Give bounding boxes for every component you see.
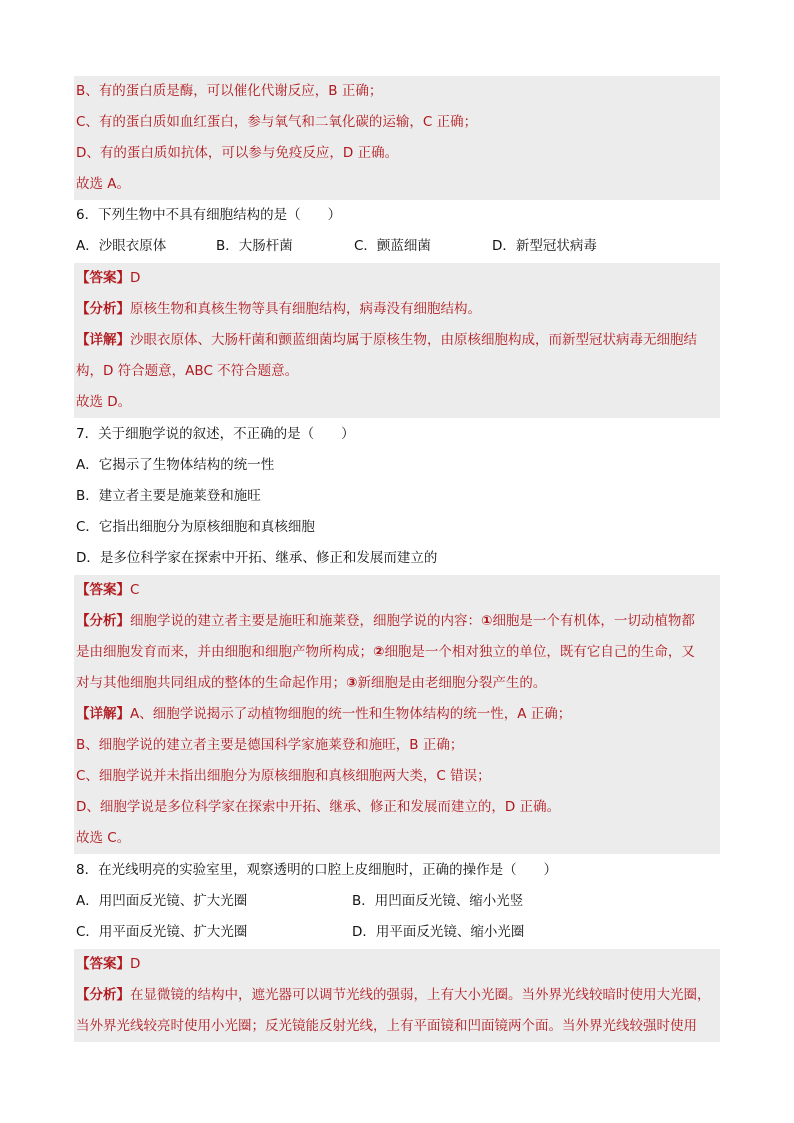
answer-value: C [130,582,140,598]
q6-options [74,231,720,262]
q7-option-b: B．建立者主要是施莱登和施旺 [76,488,261,504]
q6-analysis [74,294,720,325]
prev-explanation-d: D、有的蛋白质如抗体，可以参与免疫反应，D 正确。 [74,138,720,169]
q6-answer [74,263,720,294]
q7-detail-b: B、细胞学说的建立者主要是德国科学家施莱登和施旺，B 正确； [74,730,720,761]
q6-detail-line-2: 构，D 符合题意，ABC 不符合题意。 [74,356,720,387]
answer-tag: 【答案】 [76,956,130,972]
prev-explanation-c: C、有的蛋白质如血红蛋白，参与氧气和二氧化碳的运输，C 正确； [74,107,720,138]
prev-explanation-b: B、有的蛋白质是酶，可以催化代谢反应，B 正确； [74,76,720,107]
detail-tag: 【详解】 [76,706,130,722]
q7-detail-c: C、细胞学说并未指出细胞分为原核细胞和真核细胞两大类，C 错误； [74,761,720,792]
detail-text: A、细胞学说揭示了动植物细胞的统一性和生物体结构的统一性，A 正确； [130,706,572,722]
answer-value: D [130,956,141,972]
q8-stem: 8．在光线明亮的实验室里，观察透明的口腔上皮细胞时，正确的操作是（ ） [76,862,558,878]
q8-option-b: B．用凹面反光镜、缩小光竖 [352,893,524,909]
q7-detail-a [74,699,720,730]
q6-stem: 6．下列生物中不具有细胞结构的是（ ） [76,207,342,223]
q8-option-c: C．用平面反光镜、扩大光圈 [76,924,248,940]
circled-number: ② [373,644,385,660]
q6-conclusion: 故选 D。 [74,387,720,418]
q7-option-a: A．它揭示了生物体结构的统一性 [76,457,275,473]
q8-option-d: D．用平面反光镜、缩小光圈 [352,924,525,940]
analysis-text: 原核生物和真核生物等具有细胞结构，病毒没有细胞结构。 [130,301,481,317]
analysis-text: 是由细胞发育而来，并由细胞和细胞产物所构成； [76,644,373,660]
q7-conclusion: 故选 C。 [74,823,720,854]
q7-analysis-line-1 [74,606,720,637]
q7-detail-d: D、细胞学说是多位科学家在探索中开拓、继承、修正和发展而建立的，D 正确。 [74,792,720,823]
answer-tag: 【答案】 [76,582,130,598]
analysis-tag: 【分析】 [76,613,130,629]
circled-number: ③ [346,675,358,691]
detail-text: 沙眼衣原体、大肠杆菌和颤蓝细菌均属于原核生物，由原核细胞构成，而新型冠状病毒无细胞结 [130,332,697,348]
q7-analysis-line-2 [74,637,720,668]
analysis-text: 新细胞是由老细胞分裂产生的。 [357,675,547,691]
answer-value: D [130,270,141,286]
detail-tag: 【详解】 [76,332,130,348]
analysis-tag: 【分析】 [76,301,130,317]
q6-option-a: A．沙眼衣原体 [76,238,167,254]
analysis-tag: 【分析】 [76,987,130,1003]
q7-option-d: D．是多位科学家在探索中开拓、继承、修正和发展而建立的 [76,550,438,566]
q8-analysis-line-2: 当外界光线较亮时使用小光圈；反光镜能反射光线，上有平面镜和凹面镜两个面。当外界光线较强时使用 [74,1011,720,1042]
q8-options-row-1 [74,886,720,917]
q7-stem: 7．关于细胞学说的叙述，不正确的是（ ） [76,426,355,442]
analysis-text: 对与其他细胞共同组成的整体的生命起作用； [76,675,346,691]
q8-analysis-line-1 [74,980,720,1011]
prev-conclusion: 故选 A。 [74,169,720,200]
q6-option-b: B．大肠杆菌 [216,238,293,254]
q6-option-d: D．新型冠状病毒 [492,238,597,254]
analysis-text: 在显微镜的结构中，遮光器可以调节光线的强弱，上有大小光圈。当外界光线较暗时使用大光圈， [130,987,711,1003]
q8-option-a: A．用凹面反光镜、扩大光圈 [76,893,248,909]
answer-tag: 【答案】 [76,270,130,286]
q8-answer [74,949,720,980]
q8-options-row-2 [74,917,720,948]
analysis-text: 细胞学说的建立者主要是施旺和施莱登，细胞学说的内容： [130,613,481,629]
analysis-text: 细胞是一个有机体，一切动植物都 [492,613,695,629]
q6-option-c: C．颤蓝细菌 [354,238,431,254]
q7-option-c: C．它指出细胞分为原核细胞和真核细胞 [76,519,315,535]
q7-analysis-line-3 [74,668,720,699]
circled-number: ① [481,613,493,629]
analysis-text: 细胞是一个相对独立的单位，既有它自己的生命，又 [384,644,695,660]
q7-answer [74,575,720,606]
q6-detail-line-1 [74,325,720,356]
